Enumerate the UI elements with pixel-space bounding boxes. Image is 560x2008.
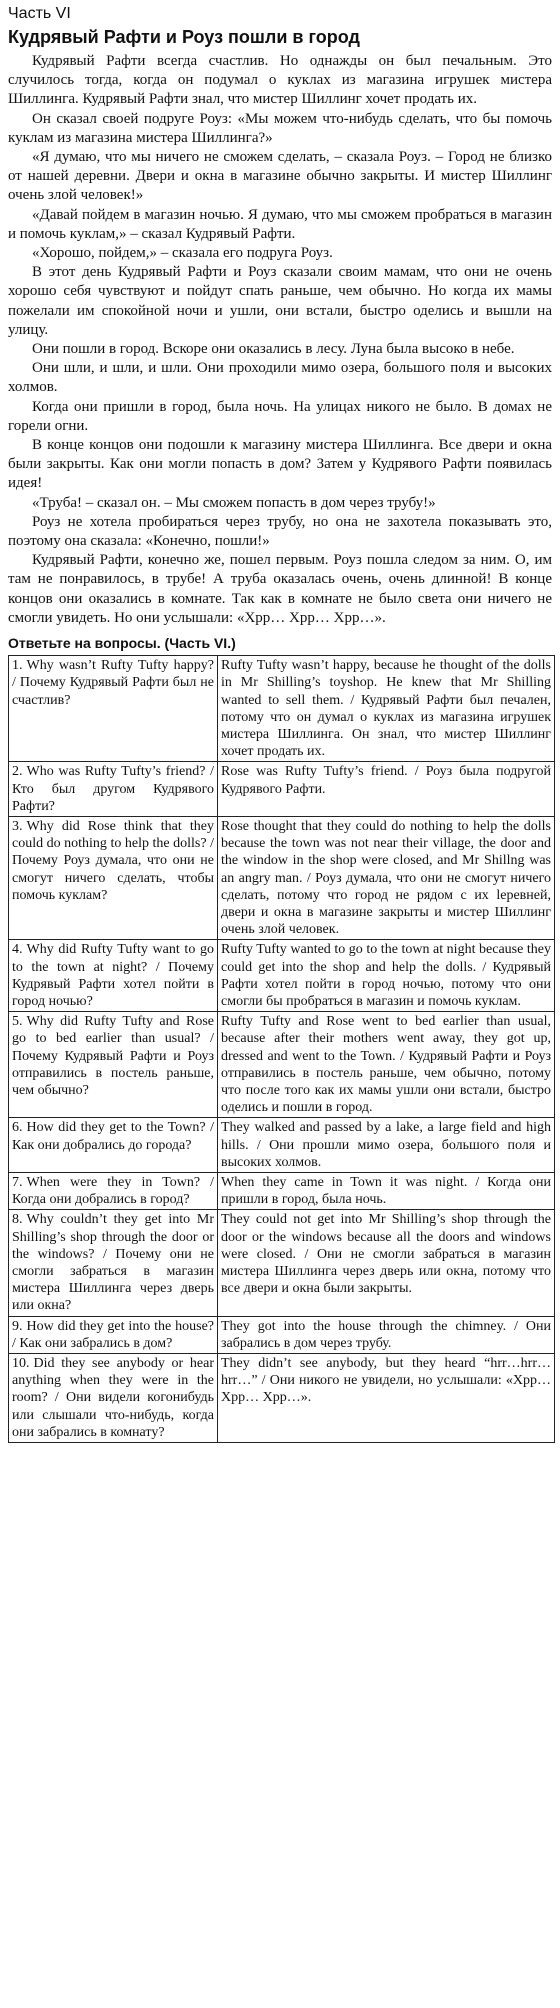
qa-row bbox=[9, 656, 555, 762]
story-paragraph: «Давай пойдем в магазин ночью. Я думаю, что мы сможем пробраться в магазин и помочь куклам,» – сказал Кудрявый Рафти. bbox=[8, 206, 552, 242]
question-cell bbox=[9, 1354, 218, 1443]
answer-cell: Rufty Tufty wasn’t happy, because he thought of the dolls in Mr Shilling’s toyshop. He knew that Mr Shilling wanted to sell them. / Кудрявый Рафти был печален, потому что он думал о куклах из магазина игрушек мистера Шиллинга. Он знал, что мистер Шиллинг хочет продать их. bbox=[218, 656, 555, 762]
question-number: 2. bbox=[12, 764, 23, 780]
qa-row bbox=[9, 1118, 555, 1173]
question-text: Why did Rufty Tufty and Rose go to bed earlier than usual? / Почему Кудрявый Рафти и Роуз отправились в постель раньше, чем обычно? bbox=[12, 1014, 214, 1098]
answer-cell: Rose thought that they could do nothing to help the dolls because the town was not near their village, the door and the window in the shop were closed, and Mr Shillng was an angry man. / Роуз думала, что они не смогут ничего сделать, потому что город не рядом с их lеревней, двери и окна в магазине закрыты и мистер Шиллинг очень злой человек. bbox=[218, 816, 555, 939]
question-cell bbox=[9, 940, 218, 1012]
answer-cell: Rose was Rufty Tufty’s friend. / Роуз была подругой Кудрявого Рафти. bbox=[218, 762, 555, 817]
question-cell bbox=[9, 762, 218, 817]
question-text: Why did Rose think that they could do nothing to help the dolls? / Почему Роуз думала, что они не смогут ничего сделать, чтобы помочь куклам? bbox=[12, 818, 214, 903]
question-text: Why couldn’t they get into Mr Shilling’s shop through the door or the windows? / Почему они не смогли забраться в магазин мистера Шиллинга через дверь или окна? bbox=[12, 1212, 214, 1314]
question-number: 1. bbox=[12, 658, 23, 674]
question-text: Why did Rufty Tufty want to go to the town at night? / Почему Кудрявый Рафти хотел пойти в город ночью? bbox=[12, 942, 214, 1009]
question-cell bbox=[9, 1118, 218, 1173]
qa-table bbox=[8, 655, 555, 1443]
part-label: Часть VI bbox=[8, 5, 71, 22]
questions-heading: Ответьте на вопросы. (Часть VI.) bbox=[8, 635, 236, 652]
answer-cell: They didn’t see anybody, but they heard “hrr…hrr…hrr…” / Они никого не увидели, но услышали: «Хрр… Хрр… Хрр…». bbox=[218, 1354, 555, 1443]
question-cell bbox=[9, 1012, 218, 1118]
story-paragraph: Кудрявый Рафти, конечно же, пошел первым. Роуз пошла следом за ним. О, им там не понравилось, в трубе! А труба оказалась очень, очень длинной! В конце концов они оказались в комнате. Так как в комнате не было света они ничего не смогли увидеть. Но они услышали: «Хрр… Хрр… Хрр…». bbox=[8, 552, 552, 626]
qa-row bbox=[9, 1172, 555, 1209]
story-paragraph: Когда они пришли в город, была ночь. На улицах никого не было. В домах не горели огни. bbox=[8, 398, 552, 434]
question-text: When were they in Town? / Когда они добрались в город? bbox=[12, 1174, 214, 1208]
qa-row bbox=[9, 940, 555, 1012]
story-paragraph: Они шли, и шли, и шли. Они проходили мимо озера, большого поля и высоких холмов. bbox=[8, 360, 552, 396]
story-paragraph: Роуз не хотела пробираться через трубу, но она не захотела показывать это, поэтому она сказала: «Конечно, пошли!» bbox=[8, 513, 552, 550]
qa-row bbox=[9, 1210, 555, 1316]
story-title: Кудрявый Рафти и Роуз пошли в город bbox=[8, 27, 360, 47]
question-number: 7. bbox=[12, 1174, 23, 1190]
question-cell bbox=[9, 656, 218, 762]
question-cell bbox=[9, 1316, 218, 1353]
question-cell bbox=[9, 816, 218, 939]
question-text: Did they see anybody or hear anything when they were in the room? / Они видели когонибудь или слышали что-нибудь, когда они забрались в комнату? bbox=[12, 1356, 214, 1440]
qa-row bbox=[9, 1354, 555, 1443]
story-text bbox=[8, 52, 552, 628]
question-number: 8. bbox=[12, 1212, 23, 1228]
question-cell bbox=[9, 1172, 218, 1209]
question-text: Who was Rufty Tufty’s friend? / Кто был другом Кудрявого Рафти? bbox=[12, 764, 214, 814]
story-paragraph: «Я думаю, что мы ничего не сможем сделать, – сказала Роуз. – Город не близко от нашей деревни. Двери и окна в магазине обычно закрыты. И мистер Шиллинг очень злой человек!» bbox=[8, 149, 552, 204]
question-text: How did they get into the house? / Как они забрались в дом? bbox=[12, 1318, 214, 1351]
question-number: 9. bbox=[12, 1318, 23, 1334]
qa-row bbox=[9, 816, 555, 939]
question-number: 10. bbox=[12, 1356, 30, 1372]
answer-cell: They walked and passed by a lake, a large field and high hills. / Они прошли мимо озера, большого поля и высоких холмов. bbox=[218, 1118, 555, 1173]
qa-row bbox=[9, 762, 555, 817]
story-paragraph: В конце концов они подошли к магазину мистера Шиллинга. Все двери и окна были закрыты. Как они могли попасть в дом? Затем у Кудрявого Рафти появилась идея! bbox=[8, 437, 552, 492]
story-paragraph: «Хорошо, пойдем,» – сказала его подруга Роуз. bbox=[32, 245, 333, 262]
story-paragraph: «Труба! – сказал он. – Мы сможем попасть в дом через трубу!» bbox=[32, 494, 436, 511]
question-text: Why wasn’t Rufty Tufty happy? / Почему Кудрявый Рафти был не счастлив? bbox=[12, 658, 214, 708]
question-number: 6. bbox=[12, 1120, 23, 1136]
question-number: 4. bbox=[12, 942, 23, 958]
qa-row bbox=[9, 1316, 555, 1353]
answer-cell: Rufty Tufty and Rose went to bed earlier than usual, because after their mothers went away, they got up, dressed and went to the Town. / Кудрявый Рафти и Роуз отправились в постель раньше, чем обычно, потому что после того как их мамы ушли они встали, быстро оделись и пошли в город. bbox=[218, 1012, 555, 1118]
qa-row bbox=[9, 1012, 555, 1118]
question-cell bbox=[9, 1210, 218, 1316]
story-paragraph: В этот день Кудрявый Рафти и Роуз сказали своим мамам, что они не очень хорошо себя чувствуют и пойдут спать раньше, чем обычно. Но когда их мамы пожелали им спокойной ночи и ушли, они встали, быстро оделись и вышли на улицу. bbox=[8, 264, 552, 338]
story-paragraph: Кудрявый Рафти всегда счастлив. Но однажды он был печальным. Это случилось тогда, когда он подумал о куклах из магазина игрушек мистера Шиллинга. Кудрявый Рафти знал, что мистер Шиллинг хочет продать их. bbox=[8, 53, 552, 108]
story-paragraph: Они пошли в город. Вскоре они оказались в лесу. Луна была высоко в небе. bbox=[32, 341, 515, 358]
answer-cell: Rufty Tufty wanted to go to the town at night because they could get into the shop and help the dolls. / Кудрявый Рафти хотел пойти в город ночью, потому что они смогли бы пробраться в магазин и помочь куклам. bbox=[218, 940, 555, 1012]
question-text: How did they get to the Town? / Как они добрались до города? bbox=[12, 1120, 214, 1153]
story-paragraph: Он сказал своей подруге Роуз: «Мы можем что-нибудь сделать, что бы помочь куклам из магазина мистера Шиллинга?» bbox=[8, 110, 552, 146]
answer-cell: They could not get into Mr Shilling’s shop through the door or the windows because all the doors and windows were closed. / Они не смогли забраться в магазин мистера Шиллинга через дверь или окна, потому что все двери и окна были закрыты. bbox=[218, 1210, 555, 1316]
answer-cell: They got into the house through the chimney. / Они забрались в дом через трубу. bbox=[218, 1316, 555, 1353]
question-number: 5. bbox=[12, 1014, 23, 1030]
answer-cell: When they came in Town it was night. / Когда они пришли в город, была ночь. bbox=[218, 1172, 555, 1209]
question-number: 3. bbox=[12, 818, 23, 834]
